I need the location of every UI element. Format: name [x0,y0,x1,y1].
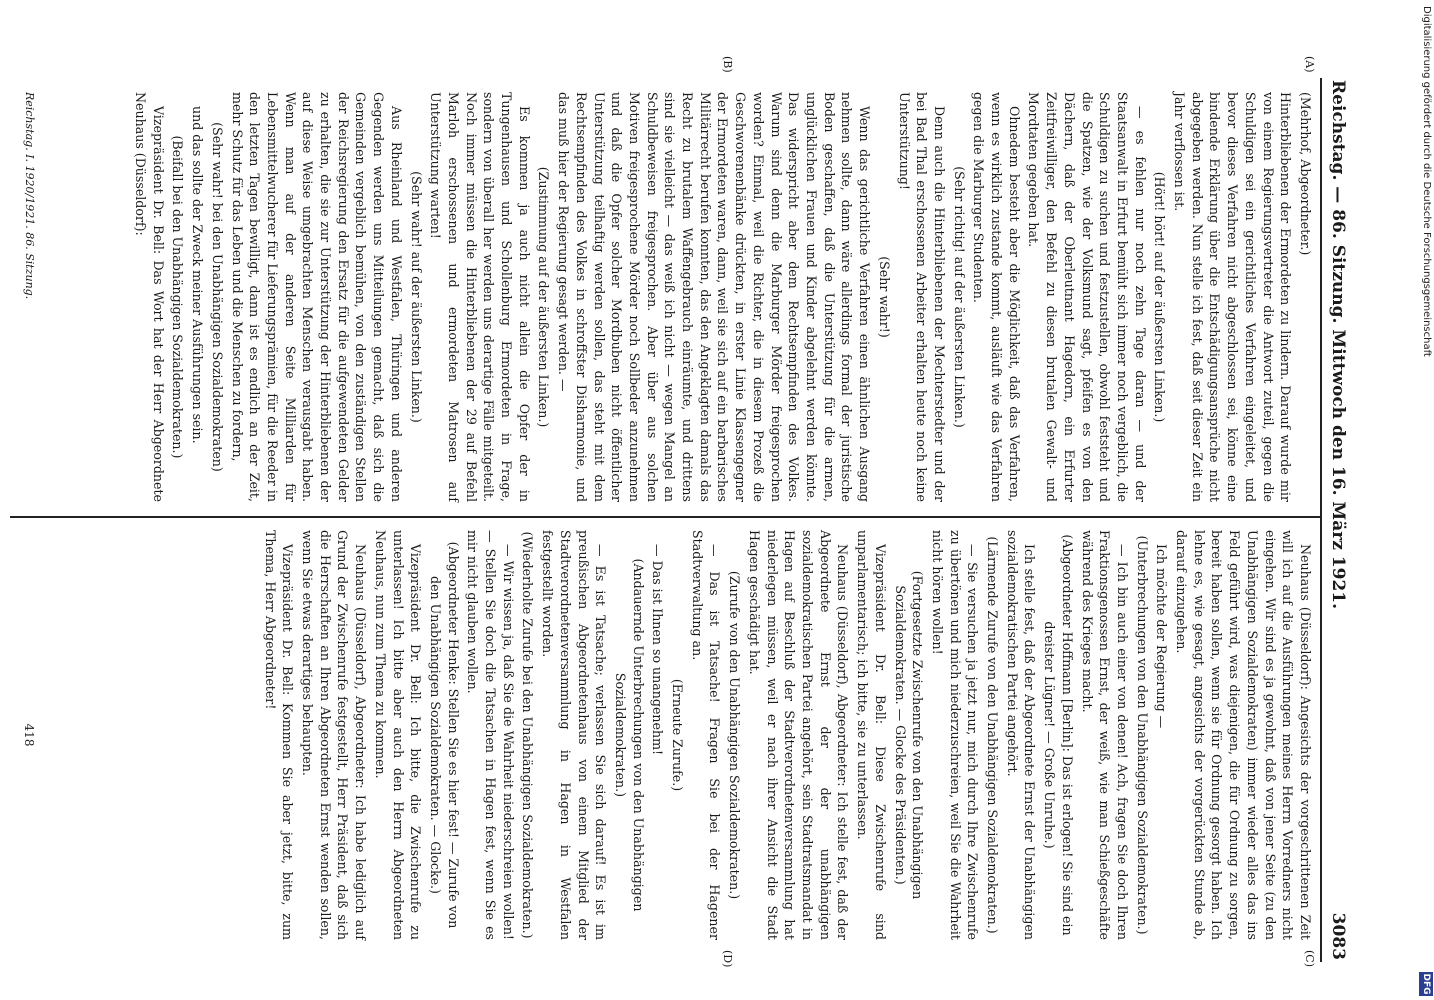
paragraph: — Ich bin auch einer von denen! Ach, fragen Sie doch Ihren Fraktionsgenossen Ernst, der weiß, wie man Schießgeschäfte während des Krieges macht. [1079,530,1130,940]
paragraph: (Erneute Zurufe.) [670,678,686,792]
paragraph: (Lärmende Zurufe von den Unabhängigen Sozialdemokraten.) [985,536,1001,934]
paragraph: (Fortgesetzte Zwischenrufe von den Unabhängigen Sozialdemokraten. — Glocke des Präsidenten.) [892,570,926,900]
paragraph: (Unterbrechungen von den Unabhängigen Sozialdemokraten.) [1134,535,1150,935]
paragraph: Es kommen ja auch nicht allein die Opfer der in Tungenhausen und Schollenburg Ermordeten in Frage, sondern von überall her werden uns derartige Fälle mitgeteilt. Noch immer müssen die Hinterbliebenen der 29 auf Befehl Marloh erschossenen und ermordeten Matrosen auf Unterstützung warten! [428,92,532,502]
paragraph: — Es ist Tatsache; verlassen Sie sich darauf! Es ist im preußischen Abgeordnetenhaus von einem Mitglied der Stadtverordnetenversammlung in Hagen in Westfalen festgestellt worden. [540,530,609,940]
paragraph: (Sehr wahr! auf der äußersten Linken.) [408,171,424,423]
paragraph: (Zustimmung auf der äußersten Linken.) [536,166,552,428]
page-number: 3083 [1328,912,1348,960]
paragraph: Vizepräsident Dr. Bell: Ich bitte, die Zwischenrufe zu unterlassen! Ich bitte aber auch den Herrn Abgeordneten Neuhaus, nun zum Thema zu kommen. [372,530,424,940]
paragraph: und das sollte der Zweck meiner Ausführungen sein. [190,106,206,444]
paragraph: Wenn das gerichtliche Verfahren einen ähnlichen Ausgang nehmen sollte, dann wäre allerdings formal der juristische Boden geschaffen, daß die Unterstützung für die armen, unglücklichen Frauen und Kinder abgelehnt werden könnte. Das widerspricht aber dem Rechtsempfinden des Volkes. Warum sind denn die Marburger Mörder freigesprochen worden? Einmal, weil die Richter, die in diesem Prozeß die Geschworenenbänke drückten, in erster Linie Klassengegner der Ermordeten waren, dann, weil sie sich auf ein barbarisches Militärrecht berufen konnten, das den Angeklagten damals das Recht zu brutalem Waffengebrauch einräumte, und drittens sind sie vielleicht — das weiß ich nicht — wegen Mangel an Schuldbeweisen freigesprochen. Aber über aus solchen Motiven freigesprochene Mörder noch Sollbeder anzunehmen und daß die Opfer solcher Mordbuben nicht öffentlicher Unterstützung teilhaftig werden sollen, das steht mit dem Rechtsempfinden des Volkes in schroffster Disharmonie, und das muß hier der Regierung gesagt werden. — [556,92,873,502]
paragraph: (Andauernde Unterbrechungen von den Unabhängigen Sozialdemokraten.) [612,558,646,912]
marker-c: (C) [1303,950,1316,967]
paragraph: Vizepräsident Dr. Bell: Das Wort hat der Herr Abgeordnete Neuhaus (Düsseldorf): [133,92,166,502]
paragraph: (Hört! hört! auf der äußersten Linken.) [1152,171,1168,423]
paragraph: Vizepräsident Dr. Bell: Kommen Sie aber jetzt, bitte, zum Thema, Herr Abgeordneter! [262,530,296,940]
marker-d: (D) [721,950,734,968]
paragraph: — es fehlen nur noch zehn Tage daran — und der Staatsanwalt in Erfurt bemüht sich immer noch vergeblich, die Schuldigen zu suchen und festzustellen, obwohl feststeht und die Spatzen, wie der Volksmund sagt, pfeifen es von den Dächern, daß der Oberleutnant Hagedorn, ein Erfurter Zeitfreiwilliger, den Befehl zu diesen brutalen Gewalt- und Mordtaten gegeben hat. [1026,92,1148,502]
left-column [129,92,1314,502]
digitization-credit: Digitalisierung gefördert durch die Deutsche Forschungsgemeinschaft [1421,6,1432,357]
footer-page-number: 418 [22,723,36,747]
page-header [1324,80,1348,960]
dfg-logo: DFG [1421,973,1431,995]
paragraph: Neuhaus (Düsseldorf), Abgeordneter: Ich stelle fest, daß der Abgeordnete Ernst der der unabhängigen sozialdemokratischen Partei angehört, sein Stadtratsmandat in Hagen auf Beschluß der Stadtverordnetenversammlung hat niederlegen müssen, weil er nach ihrer Ansicht die Stadt Hagen geschädigt hat. [746,530,851,940]
paragraph: Ich stelle fest, daß der Abgeordnete Ernst der Unabhängigen sozialdemokratischen Partei angehört. [1004,530,1038,940]
paragraph: (Beifall bei den Unabhängigen Sozialdemokraten.) [170,135,186,459]
footer-citation: Reichstag. I. 1920/1921. 86. Sitzung. [23,92,36,300]
paragraph: Aus Rheinland und Westfalen, Thüringen und anderen Gegenden werden uns Mitteilungen gemacht, daß sich die Gemeinden vergeblich bemühen, von den zuständigen Stellen der Reichsregierung den Ersatz für die aufgewendeten Gelder zu erhalten, die sie zur Unterstützung der Hinterbliebenen der auf diese Weise umgebrachten Menschen verausgabt haben. Wenn man auf der anderen Seite Milliarden für Lebensmittelwucherer für Lieferungsprämien, für die Reeder in den letzten Tagen bewilligt, dann ist es endlich an der Zeit, mehr Schutz für das Leben und die Menschen zu fordern, [229,92,404,502]
paragraph: (Abgeordneter Hoffmann [Berlin]: Das ist erlogen! Sie sind ein dreister Lügner! — Große Unruhe.) [1042,534,1075,936]
paragraph: (Mehrhof, Abgeordneter.) [1298,92,1313,256]
paragraph: (Abgeordneter Henke: Stellen Sie es hier fest! — Zurufe von den Unabhängigen Sozialdemokraten. — Glocke.) [427,541,461,929]
digitization-credit-strip [1416,0,1434,1000]
marker-a: (A) [1303,56,1316,73]
paragraph: — Das ist Ihnen so unangenehm! [650,544,666,756]
paragraph: Neuhaus (Düsseldorf): Angesichts der vorgeschrittenen Zeit will ich auf die Ausführungen meines Herrn Vorredners nicht eingehen. Wir sind es ja gewohnt, daß von jener Seite (zu den Unabhängigen Sozialdemokraten) immer wieder alles das ins Feld geführt wird, was diejenigen, die für Ordnung zu sorgen, bereit haben sollen, wenn sie für Ordnung gesorgt haben. Ich lehne es, wie gesagt, angesichts der vorgerückten Stunde ab, darauf einzugehen. [1174,530,1313,940]
page-title: Reichstag. — 86. Sitzung. Mittwoch den 16. März 1921. [1328,80,1348,610]
column-divider [10,516,1320,518]
paragraph: — Wir wissen ja, daß Sie die Wahrheit niederschreien wollen! — Stellen Sie doch die Tatsachen in Hagen fest, wenn Sie es mir nicht glauben wollen. [465,530,516,940]
paragraph: (Sehr wahr!) [876,256,892,338]
paragraph: — Sie versuchen ja jetzt nur, mich durch Ihre Zwischenrufe zu übertönen und mich niederzuschreien, weil Sie die Wahrheit nicht hören wollen! [929,530,981,940]
paragraph: Denn auch die Hinterbliebenen der Mechterstedter und der bei Bad Thal erschossenen Arbeiter erhalten heute noch keine Unterstützung! [896,92,947,502]
paragraph: Ich möchte der Regierung — [1154,544,1170,729]
paragraph: Vizepräsident Dr. Bell: Diese Zwischenrufe sind unparlamentarisch; ich bitte, sie zu unterlassen. [855,530,888,940]
marker-b: (B) [721,56,734,73]
paragraph: — Das ist Tatsache! Fragen Sie bei der Hagener Stadtverwaltung an. [689,530,723,940]
paragraph: (Sehr richtig! auf der äußersten Linken.) [951,166,967,428]
paragraph: Hinterbliebenen der Ermordeten zu lindern. Darauf wurde mir von einem Regierungsvertreter die Antwort zuteil, gegen die Schuldigen sei ein gerichtliches Verfahren eingeleitet, und bevor dieses Verfahren nicht abgeschlossen sei, könne eine bindende Erklärung über die Entschädigungsansprüche nicht abgegeben werden. Nun stelle ich fest, daß seit dieser Zeit ein Jahr verflossen ist. [1172,92,1294,502]
header-rule [1320,78,1322,962]
paragraph: (Zurufe von den Unabhängigen Sozialdemokraten.) [727,570,743,900]
paragraph: (Sehr wahr! bei den Unabhängigen Sozialdemokraten) [209,122,225,472]
right-column [259,530,1314,940]
paragraph: Ohnedem besteht aber die Möglichkeit, daß das Verfahren, wenn es wirklich zustande kommt, ausläuft wie das Verfahren gegen die Marburger Studenten. [971,92,1022,502]
paragraph: Neuhaus (Düsseldorf), Abgeordneter: Ich habe lediglich auf Grund der Zwischenrufe festgestellt, Herr Präsident, daß sich die Herrschaften an Ihren Abgeordneten Ernst wenden sollen, wenn Sie etwas derartiges behaupten. [300,530,369,940]
paragraph: (Wiederholte Zurufe bei den Unabhängigen Sozialdemokraten.) [520,531,536,939]
